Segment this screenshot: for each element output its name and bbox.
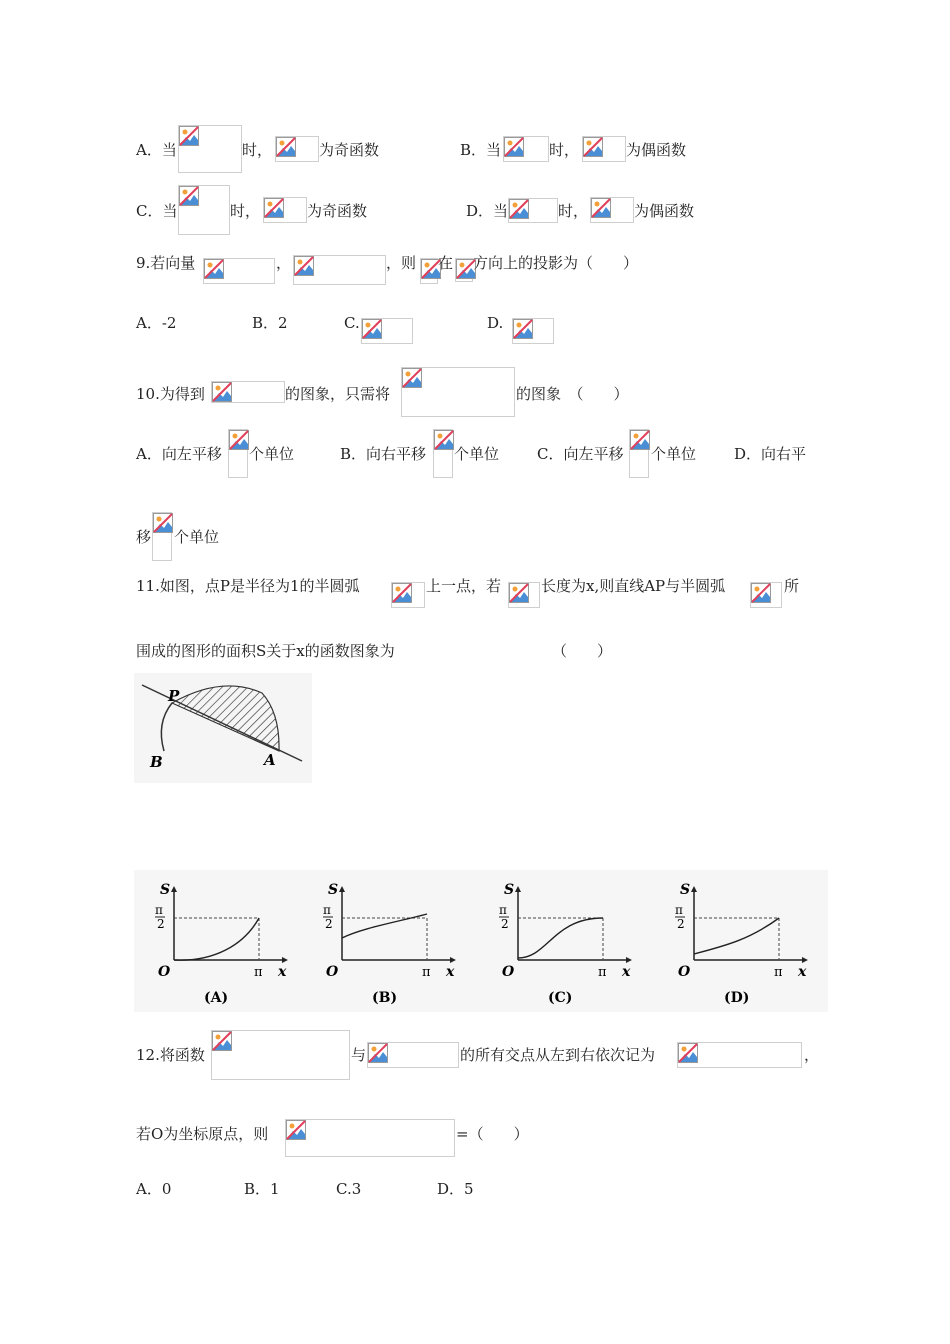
q8-option-a-end: 为奇函数 <box>319 141 380 159</box>
broken-image-icon <box>434 430 454 450</box>
q8-option-b-label: B．当 <box>460 141 502 159</box>
q10-option-a: A．向左平移 <box>136 445 222 463</box>
formula-image <box>178 125 242 173</box>
formula-image <box>420 258 438 284</box>
formula-image <box>228 429 248 478</box>
q11-stem-part: 围成的图形的面积S关于x的函数图象为 <box>136 642 395 660</box>
q12-stem-part: =（ ） <box>456 1125 529 1143</box>
broken-image-icon <box>402 368 422 388</box>
tick-label-pi: π <box>422 965 431 980</box>
broken-image-icon <box>294 256 314 276</box>
q8-option-d-end: 为偶函数 <box>634 202 695 220</box>
formula-image <box>178 185 230 235</box>
origin-label: O <box>678 964 691 980</box>
formula-image <box>629 429 649 478</box>
tick-label-pi: π <box>774 965 783 980</box>
formula-image <box>293 255 386 285</box>
broken-image-icon <box>229 430 249 450</box>
q8-option-c-mid: 时， <box>230 202 261 220</box>
tick-label-pi: π <box>323 903 331 917</box>
formula-image <box>582 136 626 162</box>
q10-option-d: D．向右平 <box>734 445 807 463</box>
formula-image <box>263 197 307 223</box>
formula-image <box>455 258 473 282</box>
q8-option-b-end: 为偶函数 <box>626 141 687 159</box>
formula-image <box>508 198 558 223</box>
q12-option-d: D．5 <box>437 1180 474 1198</box>
broken-image-icon <box>179 186 199 206</box>
broken-image-icon <box>204 259 224 279</box>
q11-stem-part: 所 <box>784 577 800 595</box>
axis-label-x: x <box>622 964 631 980</box>
option-label: (A) <box>204 990 229 1006</box>
formula-image <box>677 1042 802 1068</box>
tick-label-two: 2 <box>677 917 685 931</box>
axis-label-x: x <box>278 964 287 980</box>
q10-option-c-unit: 个单位 <box>651 445 697 463</box>
axis-label-s: S <box>328 882 339 898</box>
axis-label-x: x <box>798 964 807 980</box>
tick-label-two: 2 <box>157 917 165 931</box>
axis-label-s: S <box>160 882 171 898</box>
broken-image-icon <box>276 137 296 157</box>
q12-stem-part: 12.将函数 <box>136 1046 205 1064</box>
q12-option-c: C.3 <box>336 1180 362 1198</box>
broken-image-icon <box>583 137 603 157</box>
q11-stem-part: 长度为x,则直线AP与半圆弧 <box>541 577 726 595</box>
q10-option-d-unit: 个单位 <box>174 528 220 546</box>
broken-image-icon <box>212 382 232 402</box>
broken-image-icon <box>751 583 771 603</box>
formula-image <box>433 429 453 478</box>
broken-image-icon <box>678 1043 698 1063</box>
q8-option-b-mid: 时， <box>549 141 580 159</box>
q9-option-b: B．2 <box>252 314 288 332</box>
axis-label-s: S <box>504 882 515 898</box>
q9-stem-part: ，则 <box>386 254 417 272</box>
broken-image-icon <box>362 319 382 339</box>
option-label: (C) <box>548 990 573 1006</box>
q12-stem-part: 与 <box>351 1046 367 1064</box>
q12-option-a: A．0 <box>136 1180 172 1198</box>
origin-label: O <box>326 964 339 980</box>
q10-stem-part: 的图象 （ ） <box>516 385 629 403</box>
q12-option-b: B．1 <box>244 1180 280 1198</box>
q12-stem-part: 若O为坐标原点，则 <box>136 1125 269 1143</box>
q9-stem-part: ， <box>276 254 292 272</box>
q10-stem-part: 10.为得到 <box>136 385 205 403</box>
q8-option-c-label: C．当 <box>136 202 178 220</box>
formula-image <box>152 512 172 561</box>
option-label: (D) <box>724 990 750 1006</box>
broken-image-icon <box>212 1031 232 1051</box>
formula-image <box>211 381 285 403</box>
q11-answer-paren: （ ） <box>552 642 613 660</box>
broken-image-icon <box>513 319 533 339</box>
formula-image <box>391 582 425 608</box>
tick-label-pi: π <box>499 903 507 917</box>
tick-label-two: 2 <box>325 917 333 931</box>
formula-image <box>401 367 515 417</box>
formula-image <box>275 136 319 162</box>
q8-option-c-end: 为奇函数 <box>307 202 368 220</box>
q9-option-c: C. <box>344 314 360 332</box>
q8-option-a-mid: 时， <box>242 141 273 159</box>
broken-image-icon <box>509 199 529 219</box>
broken-image-icon <box>392 583 412 603</box>
point-a-label: A <box>264 751 276 769</box>
formula-image <box>503 136 549 162</box>
broken-image-icon <box>509 583 529 603</box>
q10-option-c: C．向左平移 <box>537 445 624 463</box>
formula-image <box>508 582 540 608</box>
point-b-label: B <box>150 753 163 771</box>
axis-label-s: S <box>680 882 691 898</box>
axis-label-x: x <box>446 964 455 980</box>
broken-image-icon <box>630 430 650 450</box>
broken-image-icon <box>286 1120 306 1140</box>
formula-image <box>211 1030 350 1080</box>
formula-image <box>285 1119 455 1157</box>
semicircle-figure <box>134 673 312 783</box>
q11-stem-part: 上一点，若 <box>426 577 502 595</box>
q8-option-d-label: D．当 <box>466 202 509 220</box>
formula-image <box>367 1042 459 1068</box>
formula-image <box>361 318 413 344</box>
broken-image-icon <box>264 198 284 218</box>
q9-option-d: D. <box>487 314 504 332</box>
origin-label: O <box>502 964 515 980</box>
answer-graphs <box>134 870 828 1012</box>
q9-stem-part: 方向上的投影为（ ） <box>473 254 639 272</box>
tick-label-pi: π <box>675 903 683 917</box>
q10-stem-part: 的图象，只需将 <box>285 385 391 403</box>
broken-image-icon <box>153 513 173 533</box>
q9-stem-part: 9.若向量 <box>136 254 196 272</box>
broken-image-icon <box>179 126 199 146</box>
tick-label-pi: π <box>598 965 607 980</box>
origin-label: O <box>158 964 171 980</box>
broken-image-icon <box>504 137 524 157</box>
tick-label-two: 2 <box>501 917 509 931</box>
tick-label-pi: π <box>254 965 263 980</box>
q10-option-d-wrap: 移 <box>136 528 152 546</box>
formula-image <box>512 318 554 344</box>
tick-label-pi: π <box>155 903 163 917</box>
q11-stem-part: 11.如图，点P是半径为1的半圆弧 <box>136 577 360 595</box>
broken-image-icon <box>368 1043 388 1063</box>
q8-option-a-label: A．当 <box>136 141 177 159</box>
q9-option-a: A．-2 <box>136 314 177 332</box>
q9-stem-part: 在 <box>438 254 454 272</box>
q10-option-b-unit: 个单位 <box>454 445 500 463</box>
q12-stem-part: ， <box>804 1046 820 1064</box>
formula-image <box>203 258 275 284</box>
option-label: (B) <box>372 990 398 1006</box>
point-p-label: P <box>168 687 180 705</box>
formula-image <box>750 582 782 608</box>
broken-image-icon <box>591 198 611 218</box>
q10-option-a-unit: 个单位 <box>249 445 295 463</box>
q12-stem-part: 的所有交点从左到右依次记为 <box>460 1046 656 1064</box>
q8-option-d-mid: 时， <box>558 202 589 220</box>
q10-option-b: B．向右平移 <box>340 445 427 463</box>
formula-image <box>590 197 634 223</box>
